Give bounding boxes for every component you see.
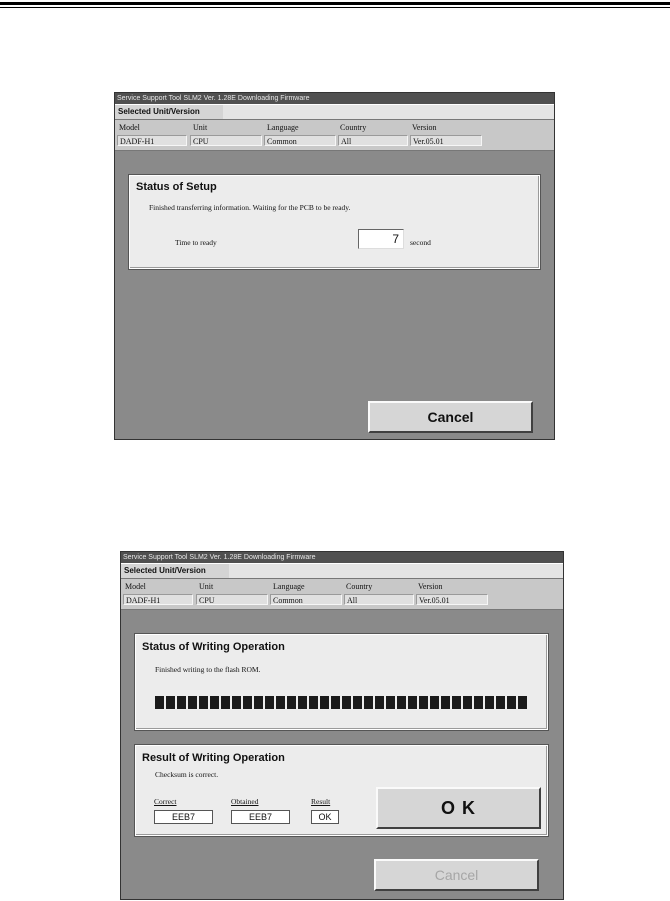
time-to-ready-label: Time to ready	[175, 238, 217, 247]
cancel-button-disabled: Cancel	[374, 859, 539, 891]
progress-segment	[210, 696, 219, 709]
time-unit-label: second	[410, 238, 431, 247]
header-language: Language	[273, 582, 305, 591]
progress-segment	[188, 696, 197, 709]
ok-button[interactable]: O K	[376, 787, 541, 829]
selected-unit-label: Selected Unit/Version	[124, 566, 206, 575]
result-of-writing-panel	[135, 745, 548, 836]
correct-label: Correct	[154, 797, 177, 806]
progress-segment	[276, 696, 285, 709]
setup-window	[114, 92, 555, 440]
cell-language: Common	[270, 594, 342, 605]
progress-segment	[309, 696, 318, 709]
header-version: Version	[412, 123, 437, 132]
result-value-field: OK	[311, 810, 339, 824]
progress-segment	[177, 696, 186, 709]
header-unit: Unit	[199, 582, 214, 591]
progress-segment	[331, 696, 340, 709]
progress-segment	[364, 696, 373, 709]
writing-title: Status of Writing Operation	[142, 641, 285, 653]
header-model: Model	[119, 123, 140, 132]
progress-segment	[430, 696, 439, 709]
header-rule-thick	[0, 2, 670, 5]
writing-message: Finished writing to the flash ROM.	[155, 665, 261, 674]
result-label: Result	[311, 797, 331, 806]
selected-unit-bar	[121, 563, 563, 579]
status-of-writing-panel	[135, 634, 548, 730]
header-rule-thin	[0, 7, 670, 8]
progress-segment	[155, 696, 164, 709]
cell-language: Common	[264, 135, 336, 146]
obtained-value-field: EEB7	[231, 810, 290, 824]
setup-title: Status of Setup	[136, 181, 217, 193]
header-version: Version	[418, 582, 443, 591]
progress-segment	[232, 696, 241, 709]
progress-segment	[397, 696, 406, 709]
window-title: Service Support Tool SLM2 Ver. 1.28E Downloading Firmware	[115, 93, 554, 104]
header-country: Country	[346, 582, 373, 591]
cancel-button[interactable]: Cancel	[368, 401, 533, 433]
progress-segment	[320, 696, 329, 709]
cell-version: Ver.05.01	[416, 594, 488, 605]
header-language: Language	[267, 123, 299, 132]
progress-segment	[463, 696, 472, 709]
header-model: Model	[125, 582, 146, 591]
window-title: Service Support Tool SLM2 Ver. 1.28E Downloading Firmware	[121, 552, 563, 563]
correct-value-field: EEB7	[154, 810, 213, 824]
progress-segment	[254, 696, 263, 709]
progress-segment	[287, 696, 296, 709]
progress-segment	[496, 696, 505, 709]
progress-bar	[155, 696, 527, 709]
progress-segment	[518, 696, 527, 709]
progress-segment	[199, 696, 208, 709]
progress-segment	[166, 696, 175, 709]
progress-segment	[386, 696, 395, 709]
header-unit: Unit	[193, 123, 208, 132]
progress-segment	[342, 696, 351, 709]
writing-window	[120, 551, 564, 900]
progress-segment	[441, 696, 450, 709]
cell-country: All	[344, 594, 414, 605]
unit-version-grid	[121, 579, 563, 610]
status-of-setup-panel	[129, 175, 540, 269]
progress-segment	[452, 696, 461, 709]
progress-segment	[485, 696, 494, 709]
progress-segment	[243, 696, 252, 709]
obtained-label: Obtained	[231, 797, 259, 806]
result-title: Result of Writing Operation	[142, 752, 285, 764]
header-country: Country	[340, 123, 367, 132]
setup-message: Finished transferring information. Waiting for the PCB to be ready.	[149, 203, 351, 212]
progress-segment	[507, 696, 516, 709]
progress-segment	[353, 696, 362, 709]
progress-segment	[298, 696, 307, 709]
progress-segment	[375, 696, 384, 709]
progress-segment	[408, 696, 417, 709]
progress-segment	[265, 696, 274, 709]
cell-unit: CPU	[196, 594, 268, 605]
cell-model: DADF-H1	[117, 135, 187, 146]
selected-unit-label: Selected Unit/Version	[118, 107, 200, 116]
cell-version: Ver.05.01	[410, 135, 482, 146]
progress-segment	[221, 696, 230, 709]
time-to-ready-field: 7	[358, 229, 404, 249]
selected-unit-bar	[115, 104, 554, 120]
progress-segment	[474, 696, 483, 709]
progress-segment	[419, 696, 428, 709]
cell-country: All	[338, 135, 408, 146]
cell-unit: CPU	[190, 135, 262, 146]
unit-version-grid	[115, 120, 554, 151]
cell-model: DADF-H1	[123, 594, 193, 605]
result-message: Checksum is correct.	[155, 770, 219, 779]
